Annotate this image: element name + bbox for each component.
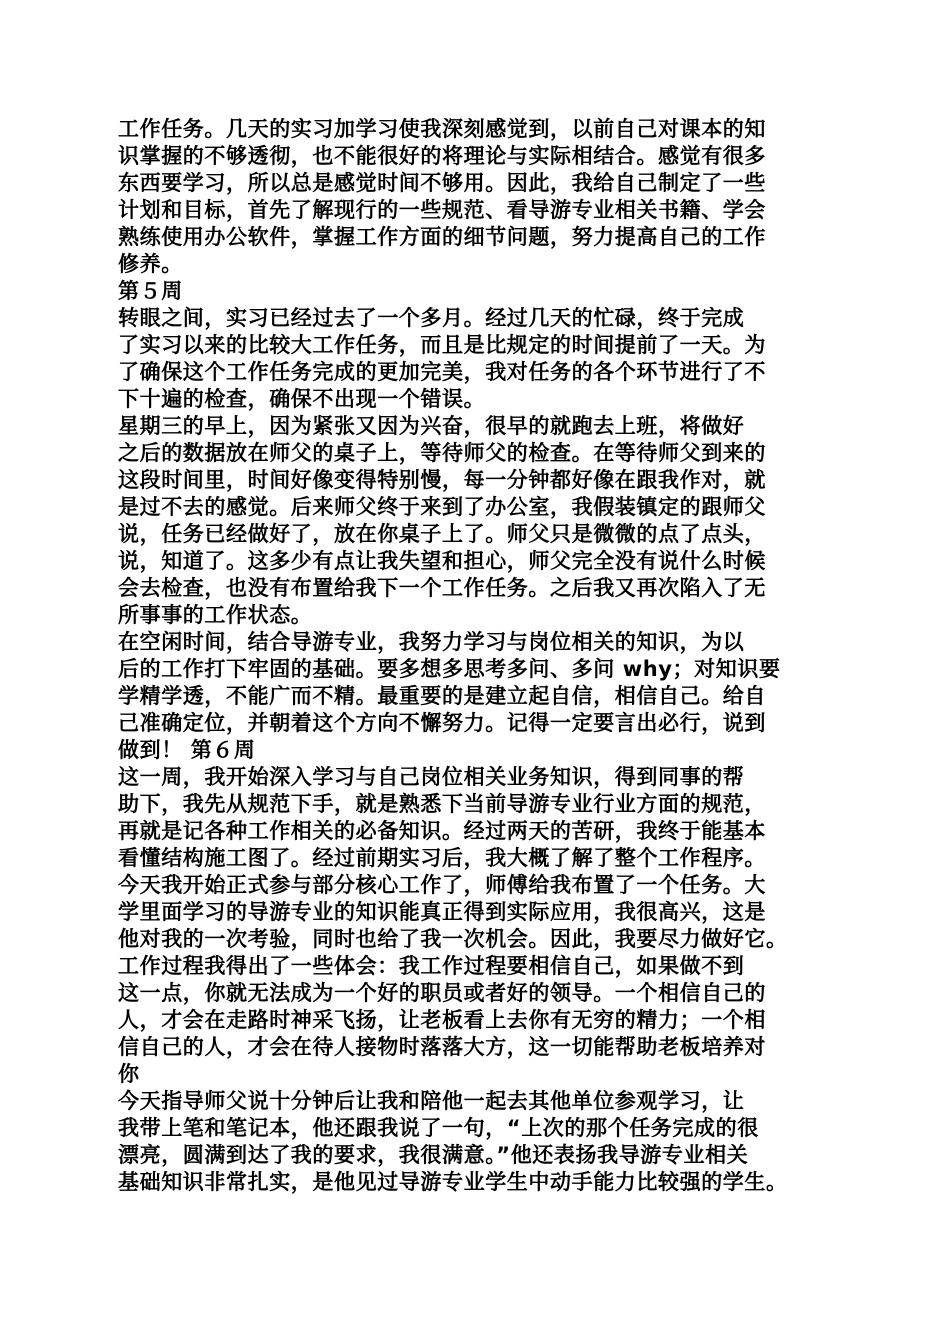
text-line: 东西要学习，所以总是感觉时间不够用。因此，我给自己制定了一些 [118, 171, 766, 195]
text-line: 之后的数据放在师父的桌子上，等待师父的检查。在等待师父到来的 [118, 441, 766, 465]
text-line: 基础知识非常扎实，是他见过导游专业学生中动手能力比较强的学生。 [118, 1170, 788, 1194]
body-text [118, 116, 858, 1196]
text-line: 星期三的早上，因为紧张又因为兴奋，很早的就跑去上班，将做好 [118, 414, 745, 438]
text-line: 这一周，我开始深入学习与自己岗位相关业务知识，得到同事的帮 [118, 765, 745, 789]
section-heading-week-6: 做到！ 第６周 [118, 738, 256, 762]
text-line: 学精学透，不能广而不精。最重要的是建立起自信，相信自己。给自 [118, 684, 766, 708]
text-line: 所事事的工作状态。 [118, 603, 313, 627]
text-line: 你 [118, 1062, 140, 1086]
text-line: 转眼之间，实习已经过去了一个多月。经过几天的忙碌，终于完成 [118, 306, 745, 330]
text-line: 说，任务已经做好了，放在你桌子上了。师父只是微微的点了点头， [118, 522, 766, 546]
text-line: 识掌握的不够透彻，也不能很好的将理论与实际相结合。感觉有很多 [118, 144, 766, 168]
text-line: 己准确定位，并朝着这个方向不懈努力。记得一定要言出必行，说到 [118, 711, 766, 735]
text-line: 说，知道了。这多少有点让我失望和担心，师父完全没有说什么时候 [118, 549, 766, 573]
text-line: 今天我开始正式参与部分核心工作了，师傅给我布置了一个任务。大 [118, 873, 766, 897]
text-line: 漂亮，圆满到达了我的要求，我很满意。”他还表扬我导游专业相关 [118, 1143, 749, 1167]
text-line: 工作任务。几天的实习加学习使我深刻感觉到，以前自己对课本的知 [118, 117, 766, 141]
text-line: 再就是记各种工作相关的必备知识。经过两天的苦研，我终于能基本 [118, 819, 766, 843]
text-line: 看懂结构施工图了。经过前期实习后，我大概了解了整个工作程序。 [118, 846, 766, 870]
text-line: 他对我的一次考验，同时也给了我一次机会。因此，我要尽力做好它。 [118, 927, 788, 951]
text-line: 在空闲时间，结合导游专业，我努力学习与岗位相关的知识，为以 [118, 630, 745, 654]
text-line: 信自己的人，才会在待人接物时落落大方，这一切能帮助老板培养对 [118, 1035, 766, 1059]
text-line: 下十遍的检查，确保不出现一个错误。 [118, 387, 486, 411]
text-line: 计划和目标，首先了解现行的一些规范、看导游专业相关书籍、学会 [118, 198, 766, 222]
text-line: 我带上笔和笔记本，他还跟我说了一句，“上次的那个任务完成的很 [118, 1116, 759, 1140]
text-line: 助下，我先从规范下手，就是熟悉下当前导游专业行业方面的规范， [118, 792, 766, 816]
text-line: 熟练使用办公软件，掌握工作方面的细节问题，努力提高自己的工作 [118, 225, 766, 249]
text-line: 会去检查，也没有布置给我下一个工作任务。之后我又再次陷入了无 [118, 576, 766, 600]
text-line: 这一点，你就无法成为一个好的职员或者好的领导。一个相信自己的 [118, 981, 766, 1005]
section-heading-week-5: 第５周 [118, 279, 183, 303]
text-line: 修养。 [118, 252, 183, 276]
text-line: 后的工作打下牢固的基础。要多想多思考多问、多问 why；对知识要 [118, 657, 781, 681]
text-line: 工作过程我得出了一些体会：我工作过程要相信自己，如果做不到 [118, 954, 745, 978]
text-line: 人，才会在走路时神采飞扬，让老板看上去你有无穷的精力；一个相 [118, 1008, 766, 1032]
text-line: 学里面学习的导游专业的知识能真正得到实际应用，我很高兴，这是 [118, 900, 766, 924]
text-line: 这段时间里，时间好像变得特别慢，每一分钟都好像在跟我作对，就 [118, 468, 766, 492]
text-line: 了实习以来的比较大工作任务，而且是比规定的时间提前了一天。为 [118, 333, 766, 357]
text-line: 今天指导师父说十分钟后让我和陪他一起去其他单位参观学习，让 [118, 1089, 745, 1113]
text-line: 了确保这个工作任务完成的更加完美，我对任务的各个环节进行了不 [118, 360, 766, 384]
text-line: 是过不去的感觉。后来师父终于来到了办公室，我假装镇定的跟师父 [118, 495, 766, 519]
